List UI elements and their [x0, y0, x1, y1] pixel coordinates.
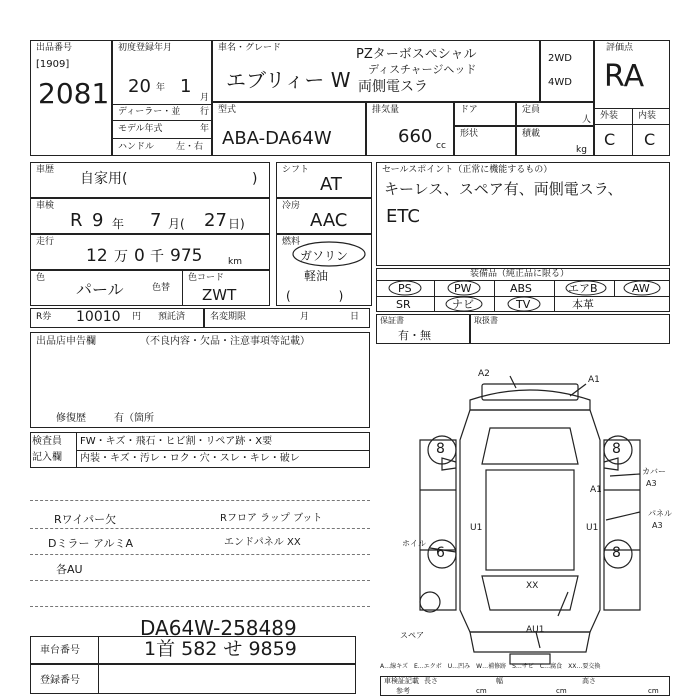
col-divider [182, 270, 183, 306]
mileage-man: 12 [86, 246, 108, 266]
dimensions-cm3: cm [648, 687, 659, 695]
col-divider [98, 636, 99, 664]
manual-box [470, 314, 670, 344]
manual-label: 取扱書 [474, 316, 498, 325]
repair-value: 有（箇所 [114, 413, 154, 424]
dimensions-label: 車検証記載 [384, 677, 419, 685]
dealer-unit: 行 [200, 107, 210, 117]
registration-label: 初度登録年月 [118, 43, 173, 53]
plate-label: 登録番号 [40, 675, 80, 686]
tire-left-front: 8 [436, 441, 445, 457]
equipment-label: 装備品（純正品に限る） [470, 269, 570, 279]
drive-4wd: 4WD [548, 77, 572, 88]
inspection-year-unit: 年 [112, 217, 125, 231]
note-line [30, 554, 370, 555]
score-label: 評価点 [606, 43, 634, 53]
dimensions-cm2: cm [556, 687, 567, 695]
note-line [30, 606, 370, 607]
mileage-man-unit: 万 [114, 249, 128, 265]
fuel-label: 燃料 [282, 237, 301, 247]
selling-points-line1: キーレス、スペア有、両側電スラ、 [384, 180, 623, 198]
recycle-label: R券 [36, 312, 52, 322]
deadline-day: 日 [350, 312, 360, 322]
model-year-label: モデル年式 [118, 124, 163, 134]
inspection-label: 車検 [36, 201, 55, 211]
dimensions-length: 長さ [424, 677, 438, 685]
lot-number: 2081 [38, 77, 110, 110]
repair-label: 修復歴 [56, 413, 86, 424]
history-box [30, 162, 270, 198]
colorcode-value: ZWT [202, 286, 237, 304]
displacement-value: 660 [398, 126, 433, 147]
history-label: 車歴 [36, 165, 55, 175]
load-unit: kg [576, 145, 587, 155]
tire-right-front: 8 [612, 441, 621, 457]
inspector-row-int: 内装・キズ・汚レ・ロク・穴・スレ・キレ・破レ [80, 453, 300, 464]
warranty-label: 保証書 [380, 316, 404, 325]
lot-label: 出品番号 [36, 43, 73, 53]
dimensions-width: 幅 [496, 677, 503, 685]
drive-box [540, 40, 594, 102]
diagram-mark-a3-side: A3 [652, 521, 663, 530]
equipment-pw: PW [454, 282, 472, 295]
chassis-label: 車台番号 [40, 645, 80, 656]
fuel-other: ( ) [286, 289, 344, 303]
fuel-diesel: 軽油 [304, 269, 329, 283]
note-line [30, 528, 370, 529]
recycle-status: 預託済 [158, 312, 186, 322]
mileage-rest: 975 [170, 246, 203, 266]
deadline-month: 月 [300, 312, 310, 322]
record-label: 記入欄 [32, 452, 62, 463]
report-note: （不良内容・欠品・注意事項等記載） [140, 336, 310, 347]
diagram-mark-a2: A2 [478, 369, 490, 379]
inspection-month: 7 [150, 210, 162, 231]
int-value: C [644, 130, 656, 149]
col-divider [632, 108, 633, 156]
inspector-row-ext: FW・キズ・飛石・ヒビ割・リペア跡・X要 [80, 436, 273, 447]
inspector-label: 検査員 [32, 436, 62, 447]
colorcode-label: 色コード [188, 273, 225, 283]
color-label: 色 [36, 273, 46, 283]
note-line5: 各AU [56, 563, 83, 576]
shift-label: シフト [282, 165, 310, 175]
model-year-unit: 年 [200, 124, 210, 134]
warranty-value: 有・無 [398, 329, 431, 342]
row-divider [76, 450, 370, 451]
note-line [30, 580, 370, 581]
equipment-navi: ナビ [452, 298, 474, 311]
spare-label: スペア [400, 631, 424, 640]
displacement-label: 排気量 [372, 105, 400, 115]
equipment-circles [376, 280, 670, 312]
mileage-label: 走行 [36, 237, 55, 247]
inspection-month-unit: 月( [168, 217, 185, 231]
inspection-era: R [70, 210, 83, 231]
dimensions-cm1: cm [476, 687, 487, 695]
diagram-mark-u1-right: U1 [586, 523, 599, 533]
car-grade-line1: PZターボスペシャル [356, 47, 477, 62]
inspection-day: 27 [204, 210, 227, 231]
equipment-aw: AW [632, 282, 650, 295]
car-grade-line3: 両側電スラ [358, 79, 428, 95]
door-label: ドア [460, 105, 478, 115]
ac-value: AAC [310, 210, 348, 231]
equipment-ps: PS [398, 282, 412, 295]
color-value: パール [76, 280, 124, 299]
plate-value: 1首 582 せ 9859 [144, 638, 297, 660]
ext-value: C [604, 130, 616, 149]
car-grade-line2: ディスチャージヘッド [368, 63, 477, 76]
shift-value: AT [320, 174, 342, 195]
ext-label: 外装 [600, 111, 619, 121]
equipment-tv: TV [516, 298, 531, 311]
recycle-amount: 10010 [76, 309, 121, 325]
registration-year-unit: 年 [156, 83, 166, 93]
damage-legend: A…線キズ E…エクボ U…凹み W…補修跡 S…サビ C…腐食 XX…要交換 [380, 663, 601, 670]
handle-label: ハンドル [118, 142, 155, 152]
note-line1: Rワイパー欠 [54, 513, 117, 526]
equipment-airbag: エアB [568, 282, 598, 295]
deadline-label: 名変期限 [210, 312, 247, 322]
note-line2: Rフロア ラップ ブット [220, 513, 323, 524]
handle-options: 左・右 [176, 142, 204, 152]
selling-points-line2: ETC [386, 206, 420, 227]
car-name: エブリィー W [226, 68, 351, 92]
car-name-label: 車名・グレード [218, 43, 282, 53]
mileage-unit: km [228, 257, 242, 267]
note-line3: Dミラー アルミA [48, 537, 134, 550]
shape-label: 形状 [460, 129, 479, 139]
row-divider [112, 120, 212, 121]
inspection-day-unit: 日) [228, 217, 245, 231]
diagram-mark-a3-top: A3 [646, 479, 657, 488]
note-line4: エンドパネル XX [224, 537, 301, 548]
capacity-label: 定員 [522, 105, 541, 115]
report-label: 出品店申告欄 [36, 336, 96, 347]
note-line [30, 500, 370, 501]
equipment-abs: ABS [510, 282, 532, 295]
color-change-label: 色替 [152, 283, 171, 293]
model-value: ABA-DA64W [222, 128, 332, 149]
diagram-mark-a1-top: A1 [588, 375, 600, 385]
model-label: 型式 [218, 105, 237, 115]
gasoline-circle [290, 240, 368, 268]
mileage-sen-unit: 千 [150, 249, 164, 265]
dimensions-height: 高さ [582, 677, 596, 685]
selling-points-label: セールスポイント（正常に機能するもの） [382, 165, 553, 175]
dealer-label: ディーラー・並 [118, 107, 181, 117]
history-close: ) [252, 171, 258, 187]
col-divider [98, 664, 99, 694]
mileage-sen: 0 [134, 246, 145, 266]
fuel-gasoline: ガソリン [300, 249, 349, 263]
history-value: 自家用( [80, 171, 128, 187]
dimensions-reference: 参考 [396, 687, 410, 695]
int-label: 内装 [638, 111, 657, 121]
diagram-mark-cover: カバー [642, 467, 666, 476]
row-divider [112, 138, 212, 139]
equipment-sr: SR [396, 298, 411, 311]
registration-year: 20 [128, 76, 151, 97]
ac-label: 冷房 [282, 201, 301, 211]
score-value: RA [604, 59, 645, 94]
drive-2wd: 2WD [548, 53, 572, 64]
equipment-leather: 本革 [572, 298, 594, 311]
displacement-unit: cc [436, 141, 446, 151]
inspection-year: 9 [92, 210, 104, 231]
diagram-mark-u1-left: U1 [470, 523, 483, 533]
diagram-mark-wheel: ホイル [402, 539, 426, 548]
tire-left-rear: 6 [436, 545, 445, 561]
recycle-unit: 円 [132, 312, 142, 322]
capacity-unit: 人 [582, 115, 592, 125]
diagram-mark-au1: AU1 [526, 625, 545, 635]
chassis-value: DA64W-258489 [140, 616, 297, 640]
selling-points-box [376, 162, 670, 266]
load-label: 積載 [522, 129, 541, 139]
registration-month-unit: 月 [200, 93, 210, 103]
lot-session: [1909] [36, 59, 70, 70]
diagram-mark-panel: パネル [648, 509, 672, 518]
row-divider [594, 124, 670, 125]
tire-right-rear: 8 [612, 545, 621, 561]
diagram-mark-a1-side: A1 [590, 485, 602, 495]
diagram-mark-xx: XX [526, 581, 539, 591]
registration-month: 1 [180, 76, 192, 97]
row-divider [112, 104, 212, 105]
